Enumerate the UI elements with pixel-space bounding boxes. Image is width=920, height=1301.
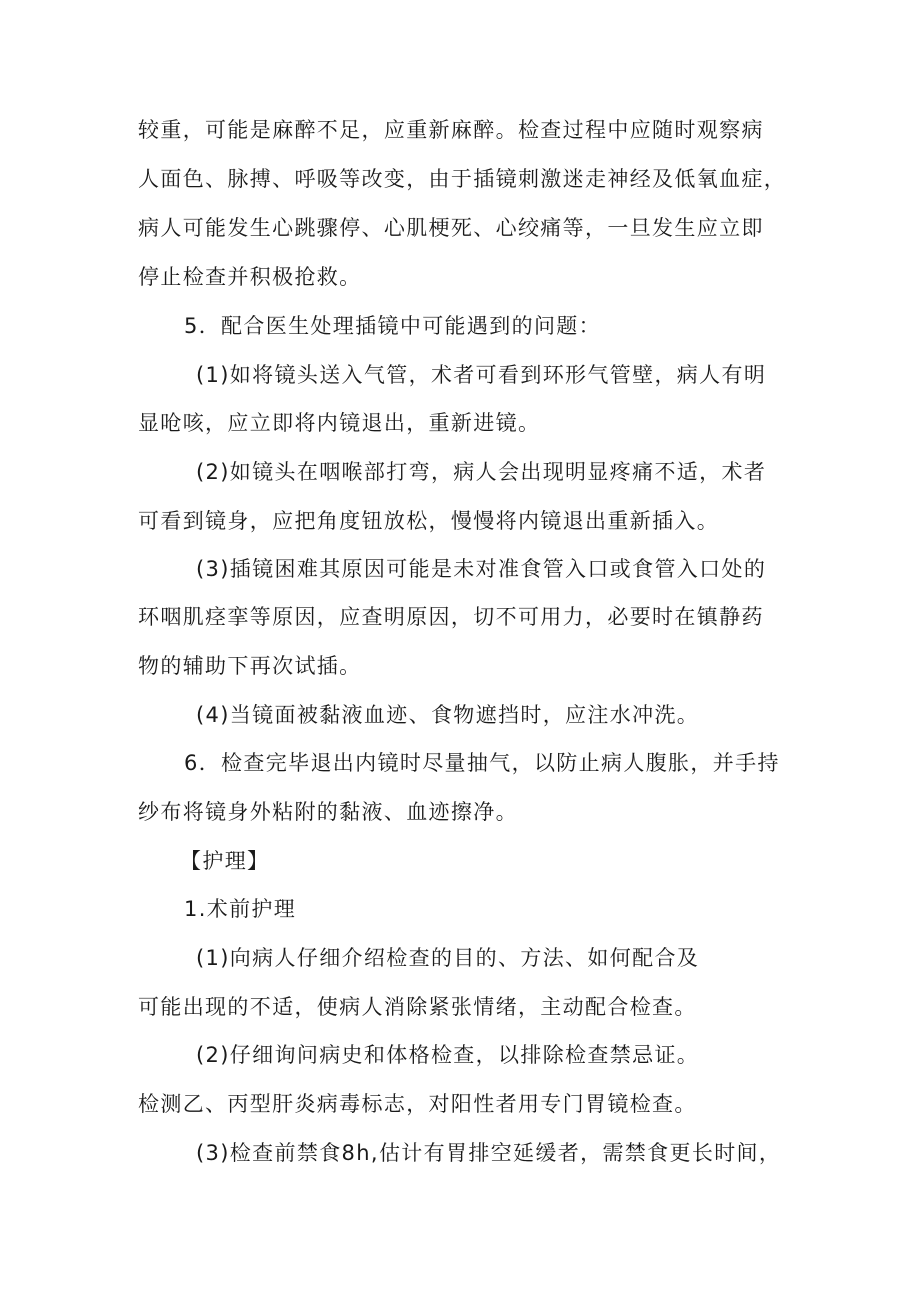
sub-item-3: (3)检查前禁食8h,估计有胃排空延缓者，需禁食更长时间，: [196, 1141, 782, 1165]
sub-item-2: (2)如镜头在咽喉部打弯，病人会出现明显疼痛不适，术者: [196, 460, 767, 484]
sub-item-4: (4)当镜面被黏液血迹、食物遮挡时，应注水冲洗。: [196, 703, 700, 727]
paragraph-line: 环咽肌痉挛等原因，应查明原因，切不可用力，必要时在镇静药: [138, 605, 764, 629]
paragraph-line: 物的辅助下再次试插。: [138, 654, 362, 678]
paragraph-line: 停止检查并积极抢救。: [138, 265, 362, 289]
paragraph-line: 显呛咳，应立即将内镜退出，重新进镜。: [138, 411, 541, 435]
paragraph-line: 可看到镜身，应把角度钮放松，慢慢将内镜退出重新插入。: [138, 509, 720, 533]
paragraph-line: 检测乙、丙型肝炎病毒标志，对阳性者用专门胃镜检查。: [138, 1092, 697, 1116]
paragraph-line: 病人可能发生心跳骤停、心肌梗死、心绞痛等，一旦发生应立即: [138, 216, 764, 240]
paragraph-line: 纱布将镜身外粘附的黏液、血迹擦净。: [138, 800, 518, 824]
paragraph-line: 人面色、脉搏、呼吸等改变，由于插镜刺激迷走神经及低氧血症，: [138, 167, 787, 191]
sub-item-1: (1)向病人仔细介绍检查的目的、方法、如何配合及: [196, 946, 700, 970]
list-item-6: 6．检查完毕退出内镜时尽量抽气，以防止病人腹胀，并手持: [184, 751, 780, 775]
list-item-5: 5．配合医生处理插镜中可能遇到的问题：: [184, 314, 602, 338]
subsection-heading: 1.术前护理: [184, 897, 297, 921]
section-heading: 【护理】: [180, 849, 270, 873]
sub-item-2: (2)仔细询问病史和体格检查，以排除检查禁忌证。: [196, 1043, 700, 1067]
paragraph-line: 可能出现的不适，使病人消除紧张情绪，主动配合检查。: [138, 995, 697, 1019]
paragraph-line: 较重，可能是麻醉不足，应重新麻醉。检查过程中应随时观察病: [138, 118, 764, 142]
sub-item-3: (3)插镜困难其原因可能是未对准食管入口或食管入口处的: [196, 557, 767, 581]
sub-item-1: (1)如将镜头送入气管，术者可看到环形气管壁，病人有明: [196, 363, 767, 387]
